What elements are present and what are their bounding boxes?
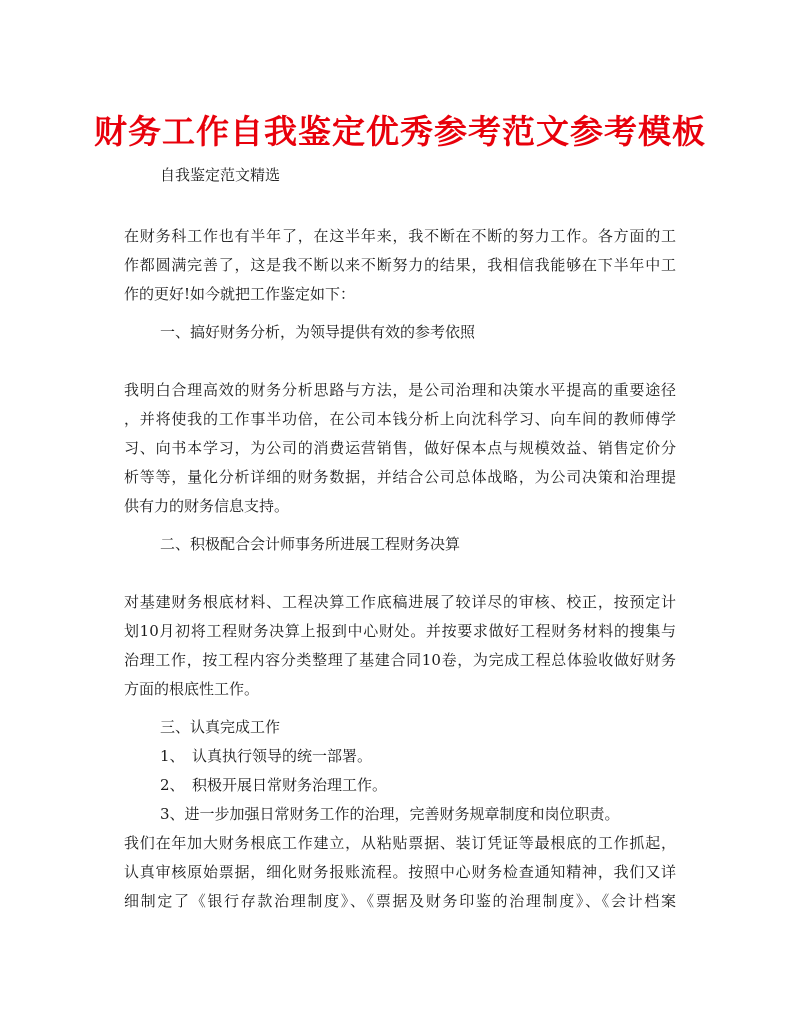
paragraph-line: 在财务科工作也有半年了，在这半年来，我不断在不断的努力工作。各方面的工	[124, 227, 676, 245]
paragraph-project-settlement	[124, 588, 676, 704]
paragraph-financial-analysis	[124, 376, 676, 521]
document-subtitle: 自我鉴定范文精选	[160, 166, 281, 184]
paragraph-intro	[124, 222, 676, 309]
list-item-text: 1、 认真执行领导的统一部署。	[160, 747, 373, 765]
list-item-text: 3、进一步加强日常财务工作的治理，完善财务规章制度和岗位职责。	[160, 805, 620, 823]
paragraph-line: 划10月初将工程财务决算上报到中心财处。并按要求做好工程财务材料的搜集与	[124, 622, 676, 640]
paragraph-line: 作都圆满完善了，这是我不断以来不断努力的结果，我相信我能够在下半年中工	[124, 256, 676, 274]
paragraph-basic-work	[124, 829, 676, 916]
paragraph-line: 认真审核原始票据，细化财务报账流程。按照中心财务检查通知精神，我们又详	[124, 863, 676, 881]
paragraph-line: 对基建财务根底材料、工程决算工作底稿进展了较详尽的审核、校正，按预定计	[124, 593, 676, 611]
paragraph-line: 习、向书本学习，为公司的消费运营销售，做好保本点与规模效益、销售定价分	[124, 439, 676, 457]
paragraph-line: 我明白合理高效的财务分析思路与方法，是公司治理和决策水平提高的重要途径	[124, 381, 676, 399]
section-heading-text: 三、认真完成工作	[160, 718, 281, 736]
paragraph-line: ，并将使我的工作事半功倍，在公司本钱分析上向沈科学习、向车间的教师傅学	[124, 410, 676, 428]
document-title: 财务工作自我鉴定优秀参考范文参考模板	[94, 112, 706, 151]
list-item	[160, 771, 676, 800]
list-item	[160, 742, 676, 771]
paragraph-line: 方面的根底性工作。	[124, 680, 260, 698]
section-heading-text: 二、积极配合会计师事务所进展工程财务决算	[160, 535, 461, 553]
paragraph-line: 治理工作，按工程内容分类整理了基建合同10卷，为完成工程总体验收做好财务	[124, 651, 676, 669]
paragraph-line: 我们在年加大财务根底工作建立，从粘贴票据、装订凭证等最根底的工作抓起，	[124, 834, 676, 852]
list-item	[160, 800, 676, 829]
paragraph-line: 作的更好!如今就把工作鉴定如下：	[124, 285, 356, 303]
section-heading-1	[160, 318, 676, 347]
paragraph-line: 析等等，量化分析详细的财务数据，并结合公司总体战略，为公司决策和治理提	[124, 468, 676, 486]
list-item-text: 2、 积极开展日常财务治理工作。	[160, 776, 388, 794]
paragraph-line: 细制定了《银行存款治理制度》、《票据及财务印鉴的治理制度》、《会计档案	[124, 892, 676, 910]
section-heading-text: 一、搞好财务分析，为领导提供有效的参考依照	[160, 323, 476, 341]
section-heading-3	[160, 713, 676, 742]
paragraph-line: 供有力的财务信息支持。	[124, 497, 290, 515]
section-heading-2	[160, 530, 676, 559]
